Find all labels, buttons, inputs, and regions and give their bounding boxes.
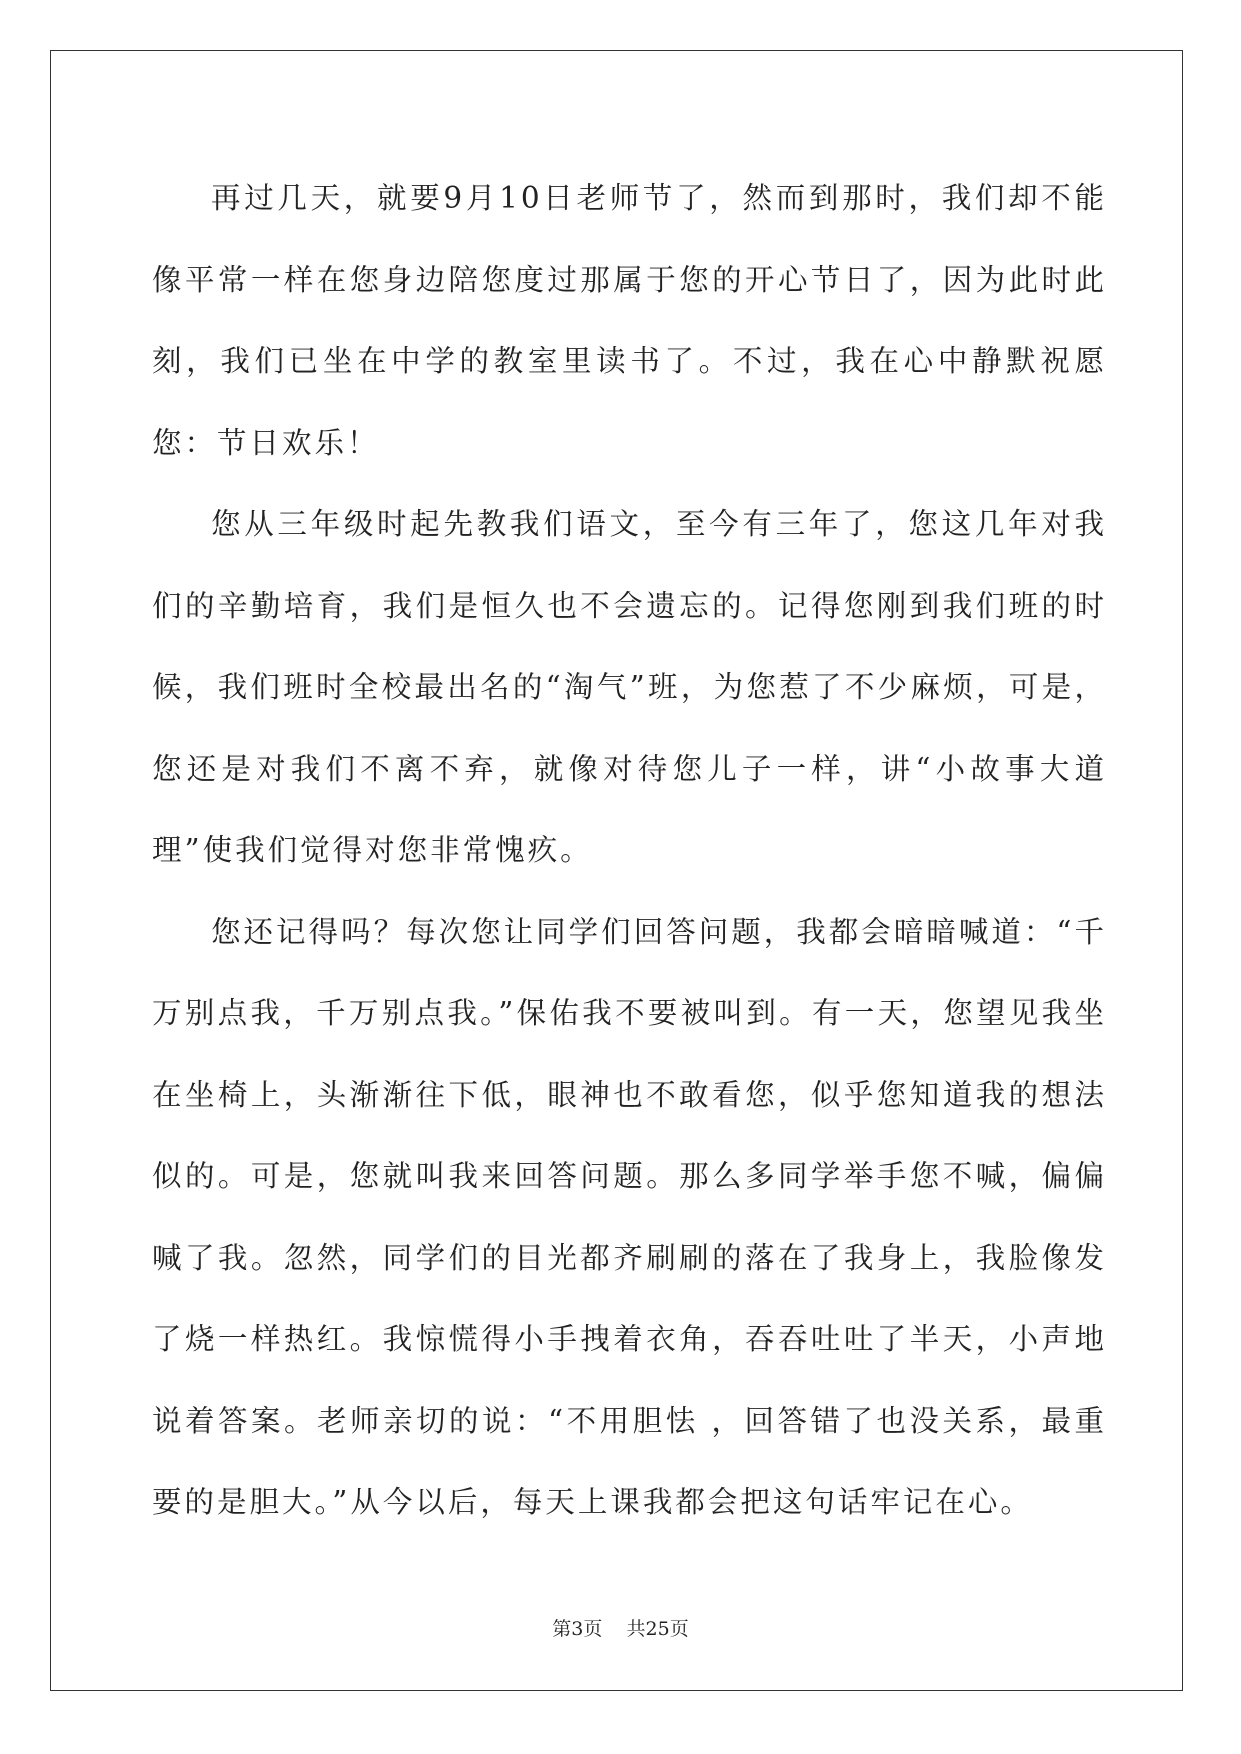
page-number-footer: 第3页 共25页: [552, 1618, 689, 1640]
paragraph-2: 您从三年级时起先教我们语文，至今有三年了，您这几年对我们的辛勤培育，我们是恒久也不会遗忘的。记得您刚到我们班的时候，我们班时全校最出名的“淘气”班，为您惹了不少麻烦，可是，您还是对我们不离不弃，就像对待您儿子一样，讲“小故事大道理”使我们觉得对您非常愧疚。: [152, 507, 1107, 867]
document-body: [152, 158, 1107, 1544]
paragraph-1: 再过几天，就要9月10日老师节了，然而到那时，我们却不能像平常一样在您身边陪您度过那属于您的开心节日了，因为此时此刻，我们已坐在中学的教室里读书了。不过，我在心中静默祝愿您：节日欢乐！: [152, 181, 1107, 460]
paragraph-3: 您还记得吗？每次您让同学们回答问题，我都会暗暗喊道：“千万别点我，千万别点我。”保佑我不要被叫到。有一天，您望见我坐在坐椅上，头渐渐往下低，眼神也不敢看您，似乎您知道我的想法似的。可是，您就叫我来回答问题。那么多同学举手您不喊，偏偏喊了我。忽然，同学们的目光都齐刷刷的落在了我身上，我脸像发了烧一样热红。我惊慌得小手拽着衣角，吞吞吐吐了半天，小声地说着答案。老师亲切的说：“不用胆怯 ，回答错了也没关系，最重要的是胆大。”从今以后，每天上课我都会把这句话牢记在心。: [152, 914, 1107, 1519]
